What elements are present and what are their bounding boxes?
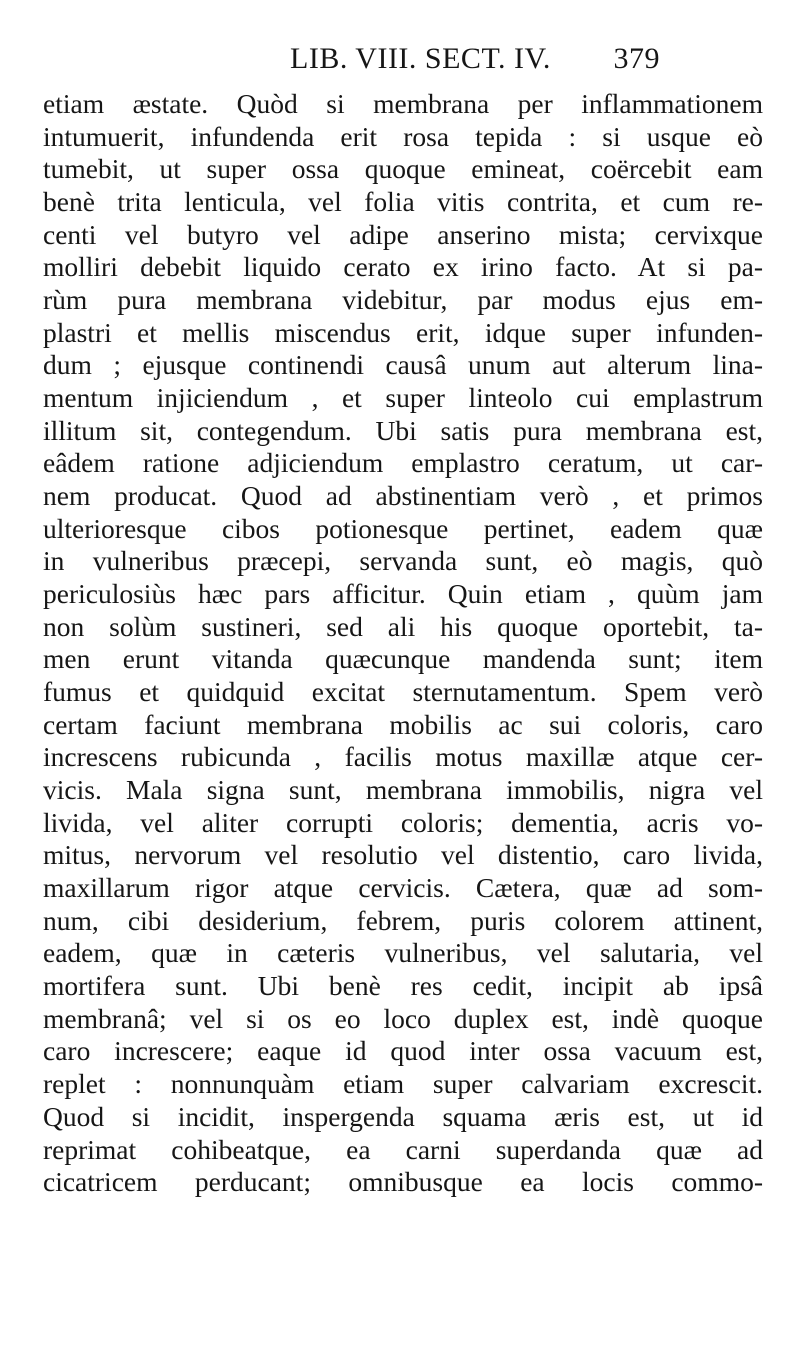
- text-line: replet : nonnunquàm etiam super calvariam excrescit.: [43, 1068, 763, 1100]
- page-number: 379: [613, 42, 660, 75]
- text-line: eadem, quæ in cæteris vulneribus, vel salutaria, vel: [43, 937, 763, 969]
- text-line: mitus, nervorum vel resolutio vel distentio, caro livida,: [43, 839, 763, 871]
- page-header: [220, 42, 660, 84]
- text-line: membranâ; vel si os eo loco duplex est, indè quoque: [43, 1002, 763, 1034]
- text-line: mortifera sunt. Ubi benè res cedit, incipit ab ipsâ: [43, 970, 763, 1002]
- text-line: illitum sit, contegendum. Ubi satis pura membrana est,: [43, 414, 763, 446]
- text-line: cicatricem perducant; omnibusque ea locis commo-: [43, 1166, 763, 1198]
- text-line: men erunt vitanda quæcunque mandenda sunt; item: [43, 643, 763, 675]
- text-line: certam faciunt membrana mobilis ac sui coloris, caro: [43, 708, 763, 740]
- text-line: num, cibi desiderium, febrem, puris colorem attinent,: [43, 904, 763, 936]
- text-line: plastri et mellis miscendus erit, idque super infunden-: [43, 316, 763, 348]
- text-line: intumuerit, infundenda erit rosa tepida : si usque eò: [43, 120, 763, 152]
- text-line: nem producat. Quod ad abstinentiam verò , et primos: [43, 480, 763, 512]
- text-line: benè trita lenticula, vel folia vitis contrita, et cum re-: [43, 186, 763, 218]
- text-line: periculosiùs hæc pars afficitur. Quin etiam , quùm jam: [43, 578, 763, 610]
- text-line: eâdem ratione adjiciendum emplastro ceratum, ut car-: [43, 447, 763, 479]
- text-line: increscens rubicunda , facilis motus maxillæ atque cer-: [43, 741, 763, 773]
- text-line: non solùm sustineri, sed ali his quoque oportebit, ta-: [43, 610, 763, 642]
- running-head: LIB. VIII. SECT. IV.: [290, 42, 551, 75]
- text-line: reprimat cohibeatque, ea carni superdanda quæ ad: [43, 1133, 763, 1165]
- body-text: [43, 88, 763, 1199]
- text-line: Quod si incidit, inspergenda squama æris est, ut id: [43, 1100, 763, 1132]
- text-line: dum ; ejusque continendi causâ unum aut alterum lina-: [43, 349, 763, 381]
- text-line: rùm pura membrana videbitur, par modus ejus em-: [43, 284, 763, 316]
- text-line: vicis. Mala signa sunt, membrana immobilis, nigra vel: [43, 774, 763, 806]
- text-line: tumebit, ut super ossa quoque emineat, coërcebit eam: [43, 153, 763, 185]
- text-line: livida, vel aliter corrupti coloris; dementia, acris vo-: [43, 806, 763, 838]
- text-line: etiam æstate. Quòd si membrana per inflammationem: [43, 88, 763, 119]
- text-line: centi vel butyro vel adipe anserino mista; cervixque: [43, 218, 763, 250]
- text-line: maxillarum rigor atque cervicis. Cætera, quæ ad som-: [43, 872, 763, 904]
- text-line: molliri debebit liquido cerato ex irino facto. At si pa-: [43, 251, 763, 283]
- text-line: caro increscere; eaque id quod inter ossa vacuum est,: [43, 1035, 763, 1067]
- text-line: in vulneribus præcepi, servanda sunt, eò magis, quò: [43, 545, 763, 577]
- text-line: fumus et quidquid excitat sternutamentum. Spem verò: [43, 676, 763, 708]
- text-line: ulterioresque cibos potionesque pertinet, eadem quæ: [43, 512, 763, 544]
- text-line: mentum injiciendum , et super linteolo cui emplastrum: [43, 382, 763, 414]
